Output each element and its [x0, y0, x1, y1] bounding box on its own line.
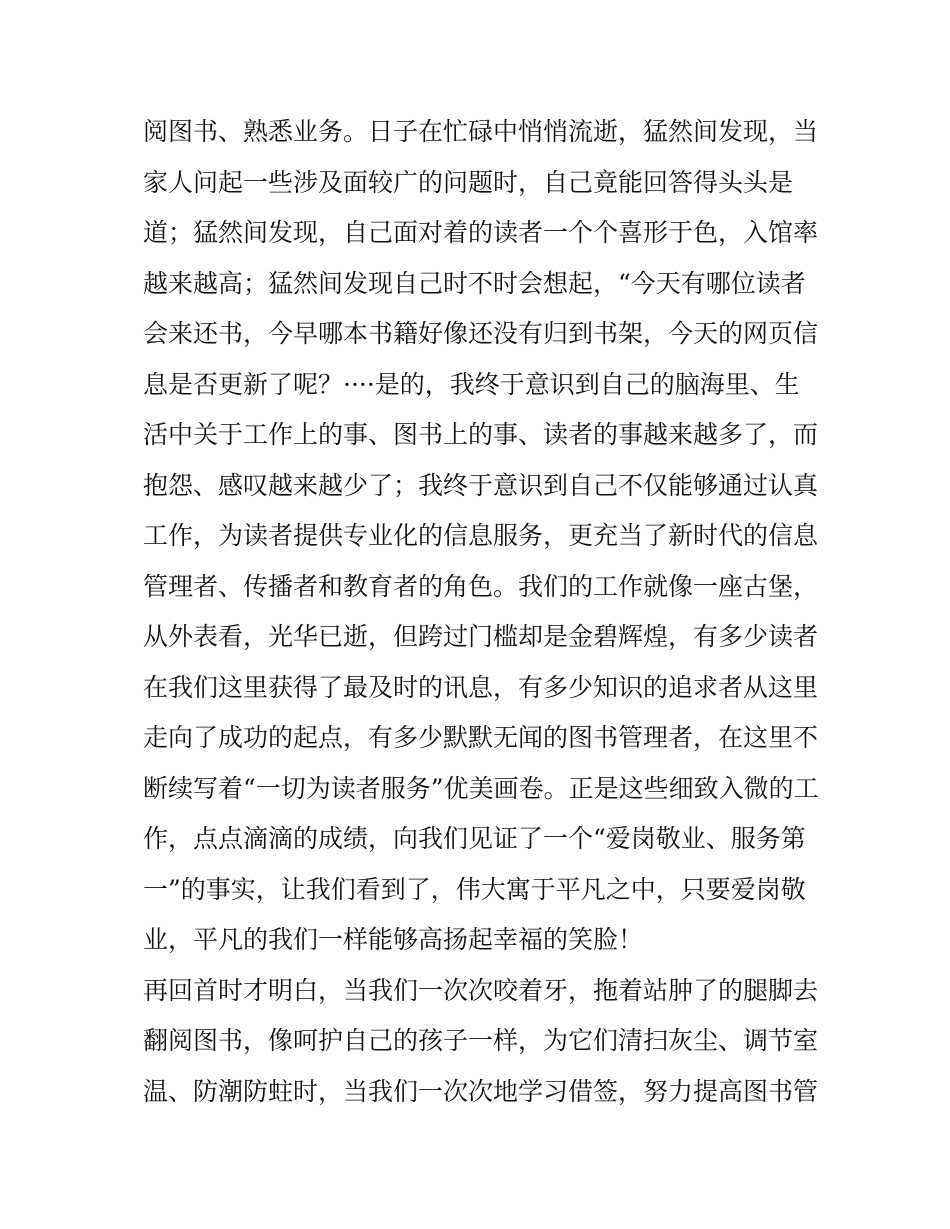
text-line: 业，平凡的我们一样能够高扬起幸福的笑脸！	[143, 925, 644, 954]
text-line: 从外表看，光华已逝，但跨过门槛却是金碧辉煌，有多少读者	[143, 622, 819, 651]
text-line: 工作，为读者提供专业化的信息服务，更充当了新时代的信息	[143, 521, 819, 550]
text-line: 再回首时才明白，当我们一次次咬着牙，拖着站肿了的腿脚去	[143, 975, 819, 1005]
text-line: 家人问起一些涉及面较广的问题时，自己竟能回答得头头是	[143, 167, 794, 197]
text-line: 走向了成功的起点，有多少默默无闻的图书管理者，在这里不	[143, 723, 819, 752]
text-line: 一”的事实，让我们看到了，伟大寓于平凡之中，只要爱岗敬	[143, 874, 806, 904]
body-text	[143, 107, 833, 1117]
text-line: 道；猛然间发现，自己面对着的读者一个个喜形于色，入馆率	[143, 218, 819, 247]
text-line: 会来还书，今早哪本书籍好像还没有归到书架，今天的网页信	[143, 319, 819, 348]
text-line: 活中关于工作上的事、图书上的事、读者的事越来越多了，而	[143, 420, 819, 449]
text-line: 阅图书、熟悉业务。日子在忙碌中悄悄流逝，猛然间发现，当	[143, 117, 819, 146]
text-line: 抱怨、感叹越来越少了；我终于意识到自己不仅能够通过认真	[143, 470, 819, 500]
text-line: 断续写着“一切为读者服务”优美画卷。正是这些细致入微的工	[143, 773, 819, 803]
text-line: 温、防潮防蛀时，当我们一次次地学习借签，努力提高图书管	[143, 1076, 819, 1106]
text-line: 在我们这里获得了最及时的讯息，有多少知识的追求者从这里	[143, 672, 819, 702]
text-line: 越来越高；猛然间发现自己时不时会想起，“今天有哪位读者	[143, 268, 806, 298]
text-line: 翻阅图书，像呵护自己的孩子一样，为它们清扫灰尘、调节室	[143, 1026, 819, 1055]
text-line: 息是否更新了呢？····是的，我终于意识到自己的脑海里、生	[143, 369, 800, 399]
text-line: 管理者、传播者和教育者的角色。我们的工作就像一座古堡，	[143, 571, 819, 601]
text-line: 作，点点滴滴的成绩，向我们见证了一个“爱岗敬业、服务第	[143, 824, 806, 853]
